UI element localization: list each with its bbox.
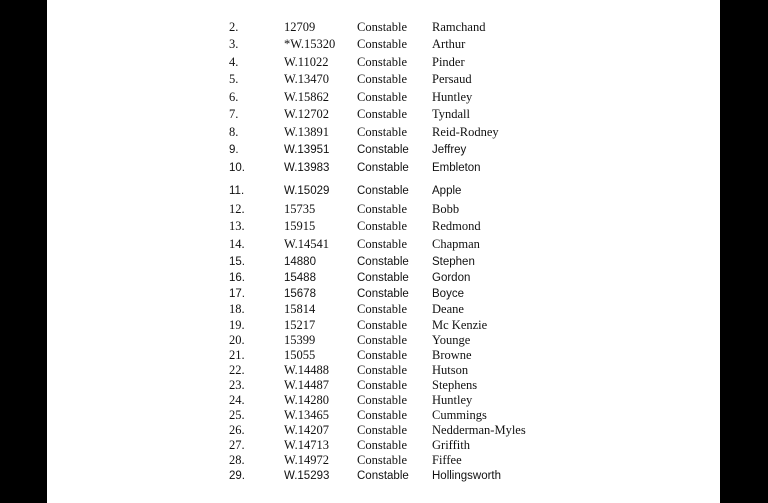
surname: Stephens <box>432 378 478 392</box>
surname: Hutson <box>432 363 469 377</box>
entry-number: 23. <box>229 378 245 392</box>
entry-number: 2. <box>229 20 239 34</box>
list-item <box>47 332 720 348</box>
rank: Constable <box>357 55 407 69</box>
list-item <box>47 71 720 87</box>
surname: Reid-Rodney <box>432 125 499 139</box>
regimental-number: W.14541 <box>284 237 330 251</box>
entry-number: 11. <box>229 185 245 197</box>
list-item <box>47 468 720 484</box>
rank: Constable <box>357 453 407 467</box>
surname: Chapman <box>432 237 480 251</box>
rank: Constable <box>357 90 407 104</box>
regimental-number: W.14972 <box>284 453 330 467</box>
rank: Constable <box>357 219 407 233</box>
entry-number: 10. <box>229 162 245 174</box>
surname: Gordon <box>432 272 471 284</box>
regimental-number: 15055 <box>284 348 316 362</box>
list-item <box>47 236 720 252</box>
regimental-number: W.15029 <box>284 185 330 197</box>
regimental-number: 12709 <box>284 20 316 34</box>
list-item <box>47 286 720 302</box>
regimental-number: W.14207 <box>284 423 330 437</box>
surname: Redmond <box>432 219 481 233</box>
rank: Constable <box>357 125 407 139</box>
rank: Constable <box>357 318 407 332</box>
regimental-number: 15915 <box>284 219 316 233</box>
surname: Nedderman-Myles <box>432 423 526 437</box>
rank: Constable <box>357 237 407 251</box>
entry-number: 4. <box>229 55 239 69</box>
entry-number: 5. <box>229 72 239 86</box>
regimental-number: 14880 <box>284 256 316 268</box>
regimental-number: 15488 <box>284 272 316 284</box>
regimental-number: W.13465 <box>284 408 330 422</box>
rank: Constable <box>357 107 407 121</box>
surname: Griffith <box>432 438 470 452</box>
rank: Constable <box>357 438 407 452</box>
entry-number: 16. <box>229 272 245 284</box>
surname: Ramchand <box>432 20 486 34</box>
list-item <box>47 452 720 468</box>
entry-number: 18. <box>229 302 245 316</box>
entry-number: 25. <box>229 408 245 422</box>
surname: Deane <box>432 302 464 316</box>
surname: Boyce <box>432 288 464 300</box>
rank: Constable <box>357 393 407 407</box>
regimental-number: W.14487 <box>284 378 330 392</box>
rank: Constable <box>357 302 407 316</box>
regimental-number: W.14488 <box>284 363 330 377</box>
list-item <box>47 106 720 122</box>
rank: Constable <box>357 202 407 216</box>
list-item <box>47 362 720 378</box>
list-item <box>47 437 720 453</box>
surname: Cummings <box>432 408 487 422</box>
entry-number: 19. <box>229 318 245 332</box>
list-item <box>47 218 720 234</box>
rank: Constable <box>357 20 407 34</box>
regimental-number: 15399 <box>284 333 316 347</box>
surname: Hollingsworth <box>432 470 502 482</box>
regimental-number: W.13951 <box>284 144 330 156</box>
regimental-number: W.13470 <box>284 72 330 86</box>
list-item <box>47 392 720 408</box>
entry-number: 26. <box>229 423 245 437</box>
regimental-number: W.13891 <box>284 125 330 139</box>
surname: Persaud <box>432 72 472 86</box>
rank: Constable <box>357 37 407 51</box>
entry-number: 20. <box>229 333 245 347</box>
rank: Constable <box>357 72 407 86</box>
entry-number: 6. <box>229 90 239 104</box>
regimental-number: W.12702 <box>284 107 330 121</box>
rank: Constable <box>357 470 409 482</box>
entry-number: 12. <box>229 202 245 216</box>
document-page <box>47 0 720 503</box>
rank: Constable <box>357 348 407 362</box>
surname: Mc Kenzie <box>432 318 488 332</box>
entry-number: 13. <box>229 219 245 233</box>
surname: Embleton <box>432 162 481 174</box>
surname: Fiffee <box>432 453 462 467</box>
regimental-number: W.15862 <box>284 90 330 104</box>
rank: Constable <box>357 144 409 156</box>
rank: Constable <box>357 423 407 437</box>
list-item <box>47 347 720 363</box>
list-item <box>47 301 720 317</box>
list-item <box>47 160 720 176</box>
entry-number: 8. <box>229 125 239 139</box>
rank: Constable <box>357 162 409 174</box>
rank: Constable <box>357 256 409 268</box>
list-item <box>47 36 720 52</box>
entry-number: 28. <box>229 453 245 467</box>
regimental-number: W.15293 <box>284 470 330 482</box>
list-item <box>47 377 720 393</box>
surname: Tyndall <box>432 107 471 121</box>
entry-number: 14. <box>229 237 245 251</box>
rank: Constable <box>357 288 409 300</box>
rank: Constable <box>357 272 409 284</box>
rank: Constable <box>357 363 407 377</box>
surname: Huntley <box>432 90 473 104</box>
list-item <box>47 183 720 199</box>
entry-number: 17. <box>229 288 245 300</box>
list-item <box>47 407 720 423</box>
surname: Huntley <box>432 393 473 407</box>
list-item <box>47 254 720 270</box>
surname: Bobb <box>432 202 460 216</box>
entry-number: 21. <box>229 348 245 362</box>
regimental-number: 15217 <box>284 318 316 332</box>
regimental-number: W.14280 <box>284 393 330 407</box>
list-item <box>47 422 720 438</box>
rank: Constable <box>357 378 407 392</box>
rank: Constable <box>357 185 409 197</box>
entry-number: 3. <box>229 37 239 51</box>
regimental-number: 15735 <box>284 202 316 216</box>
regimental-number: W.11022 <box>284 55 329 69</box>
list-item <box>47 89 720 105</box>
list-item <box>47 124 720 140</box>
surname: Apple <box>432 185 462 197</box>
regimental-number: W.14713 <box>284 438 330 452</box>
list-item <box>47 201 720 217</box>
list-item <box>47 317 720 333</box>
regimental-number: W.13983 <box>284 162 330 174</box>
entry-number: 22. <box>229 363 245 377</box>
regimental-number: *W.15320 <box>284 37 336 51</box>
surname: Pinder <box>432 55 465 69</box>
entry-number: 24. <box>229 393 245 407</box>
surname: Jeffrey <box>432 144 467 156</box>
entry-number: 7. <box>229 107 239 121</box>
entry-number: 9. <box>229 144 239 156</box>
rank: Constable <box>357 408 407 422</box>
rank: Constable <box>357 333 407 347</box>
entry-number: 29. <box>229 470 245 482</box>
regimental-number: 15678 <box>284 288 316 300</box>
list-item <box>47 19 720 35</box>
list-item <box>47 54 720 70</box>
list-item <box>47 142 720 158</box>
entry-number: 27. <box>229 438 245 452</box>
entry-number: 15. <box>229 256 245 268</box>
surname: Stephen <box>432 256 475 268</box>
list-item <box>47 270 720 286</box>
regimental-number: 15814 <box>284 302 316 316</box>
surname: Browne <box>432 348 472 362</box>
surname: Younge <box>432 333 471 347</box>
surname: Arthur <box>432 37 466 51</box>
